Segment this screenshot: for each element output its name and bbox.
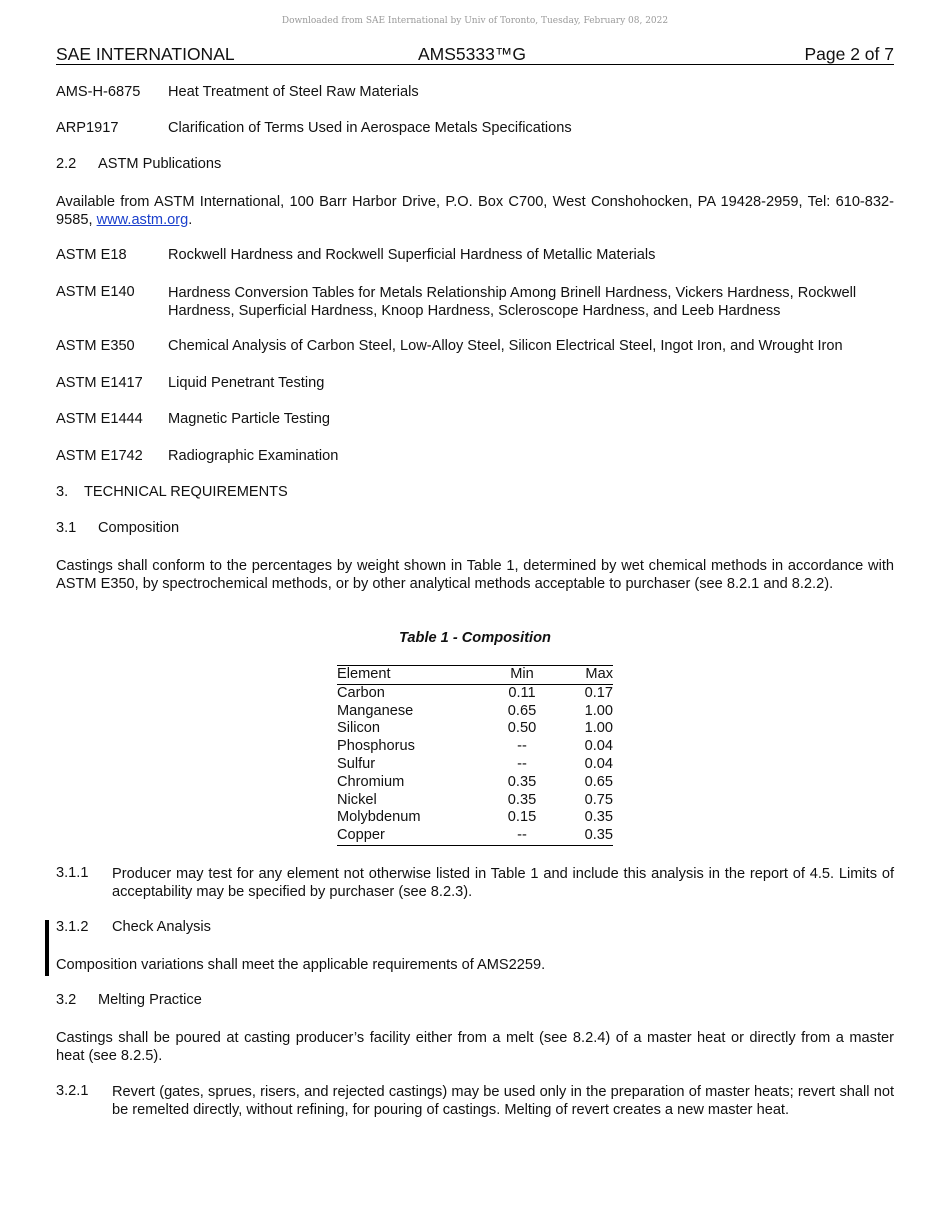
section-title: TECHNICAL REQUIREMENTS [84, 484, 288, 500]
table-header-row [337, 666, 613, 685]
section-number: 3.1 [56, 520, 77, 536]
reference-code: ASTM E140 [56, 284, 135, 300]
table-row: Silicon 0.50 1.00 [337, 720, 613, 737]
section-title: Composition [98, 520, 180, 536]
reference-entry [56, 284, 894, 324]
document-number: AMS5333™G [418, 44, 526, 64]
section-heading-2-2 [56, 156, 221, 172]
melting-practice-paragraph: Castings shall be poured at casting producer’s facility either from a melt (see 8.2.4) of a master heat or directly from a master heat (see 8.2.5). [56, 1030, 894, 1064]
reference-entry [56, 247, 655, 263]
table-row: Manganese 0.65 1.00 [337, 702, 613, 719]
section-text-3-2-1: Revert (gates, sprues, risers, and rejected castings) may be used only in the preparation of master heats; revert shall not be remelted directly, without refining, for pouring of castings. Melting of revert creates a new master heat. [112, 1084, 894, 1118]
section-number: 3.1.2 [56, 919, 89, 935]
section-heading-3-2 [56, 992, 202, 1008]
astm-availability-paragraph: Available from ASTM International, 100 Barr Harbor Drive, P.O. Box C700, West Conshohocken, PA 19428-2959, Tel: 610-832-9585, www.astm.org. [56, 194, 894, 228]
composition-table [337, 665, 613, 846]
section-heading-3-1 [56, 520, 179, 536]
reference-title: Chemical Analysis of Carbon Steel, Low-Alloy Steel, Silicon Electrical Steel, Ingot Iron, and Wrought Iron [168, 338, 843, 354]
table-row: Sulfur -- 0.04 [337, 755, 613, 772]
composition-paragraph: Castings shall conform to the percentages by weight shown in Table 1, determined by wet chemical methods in accordance with ASTM E350, by spectrochemical methods, or by other analytical methods acceptable to purchaser (see 8.2.1 and 8.2.2). [56, 558, 894, 592]
table-title: Table 1 - Composition [399, 630, 551, 646]
page-number: Page 2 of 7 [804, 44, 894, 64]
reference-entry [56, 448, 338, 464]
table-row: Chromium 0.35 0.65 [337, 773, 613, 790]
section-heading-3-1-2 [56, 919, 211, 935]
section-number-3-1-1: 3.1.1 [56, 865, 89, 881]
section-number: 3. [56, 484, 69, 500]
section-heading-3 [56, 484, 288, 500]
reference-title: Rockwell Hardness and Rockwell Superficial Hardness of Metallic Materials [168, 247, 656, 263]
download-note: Downloaded from SAE International by Univ of Toronto, Tuesday, February 08, 2022 [281, 16, 669, 26]
publisher-name: SAE INTERNATIONAL [56, 44, 235, 64]
reference-entry [56, 338, 843, 354]
table-row: Molybdenum 0.15 0.35 [337, 809, 613, 826]
reference-title: Magnetic Particle Testing [168, 411, 330, 427]
reference-code: ASTM E1417 [56, 375, 143, 391]
table-row: Copper -- 0.35 [337, 827, 613, 845]
column-header-element: Element [337, 666, 487, 685]
reference-code: ASTM E350 [56, 338, 135, 354]
page-header [56, 44, 894, 65]
reference-code: ARP1917 [56, 120, 119, 136]
section-number: 2.2 [56, 156, 77, 172]
section-number-3-2-1: 3.2.1 [56, 1083, 89, 1099]
reference-title: Radiographic Examination [168, 448, 339, 464]
column-header-max: Max [557, 666, 613, 685]
reference-title: Clarification of Terms Used in Aerospace Metals Specifications [168, 120, 572, 136]
table-row: Carbon 0.11 0.17 [337, 684, 613, 701]
table-row: Nickel 0.35 0.75 [337, 791, 613, 808]
column-header-min: Min [487, 666, 557, 685]
reference-entry [56, 375, 324, 391]
reference-entry [56, 84, 419, 100]
section-title: Melting Practice [98, 992, 202, 1008]
reference-code: AMS-H-6875 [56, 84, 141, 100]
reference-title: Liquid Penetrant Testing [168, 375, 325, 391]
reference-title: Hardness Conversion Tables for Metals Relationship Among Brinell Hardness, Vickers Hardness, Rockwell Hardness, Superficial Hardness, Knoop Hardness, Scleroscope Hardness, and Leeb Hardness [168, 285, 857, 319]
reference-title: Heat Treatment of Steel Raw Materials [168, 84, 419, 100]
reference-code: ASTM E18 [56, 247, 127, 263]
reference-entry [56, 120, 572, 136]
table-row: Phosphorus -- 0.04 [337, 738, 613, 755]
astm-website-link[interactable]: www.astm.org [96, 212, 189, 228]
section-title: ASTM Publications [98, 156, 222, 172]
revision-change-bar [45, 920, 49, 976]
reference-code: ASTM E1742 [56, 448, 143, 464]
reference-entry [56, 411, 330, 427]
section-text-3-1-1: Producer may test for any element not otherwise listed in Table 1 and include this analysis in the report of 4.5. Limits of acceptability may be specified by purchaser (see 8.2.3). [112, 866, 894, 900]
reference-code: ASTM E1444 [56, 411, 143, 427]
check-analysis-paragraph: Composition variations shall meet the applicable requirements of AMS2259. [56, 957, 546, 973]
section-title: Check Analysis [112, 919, 211, 935]
section-number: 3.2 [56, 992, 77, 1008]
